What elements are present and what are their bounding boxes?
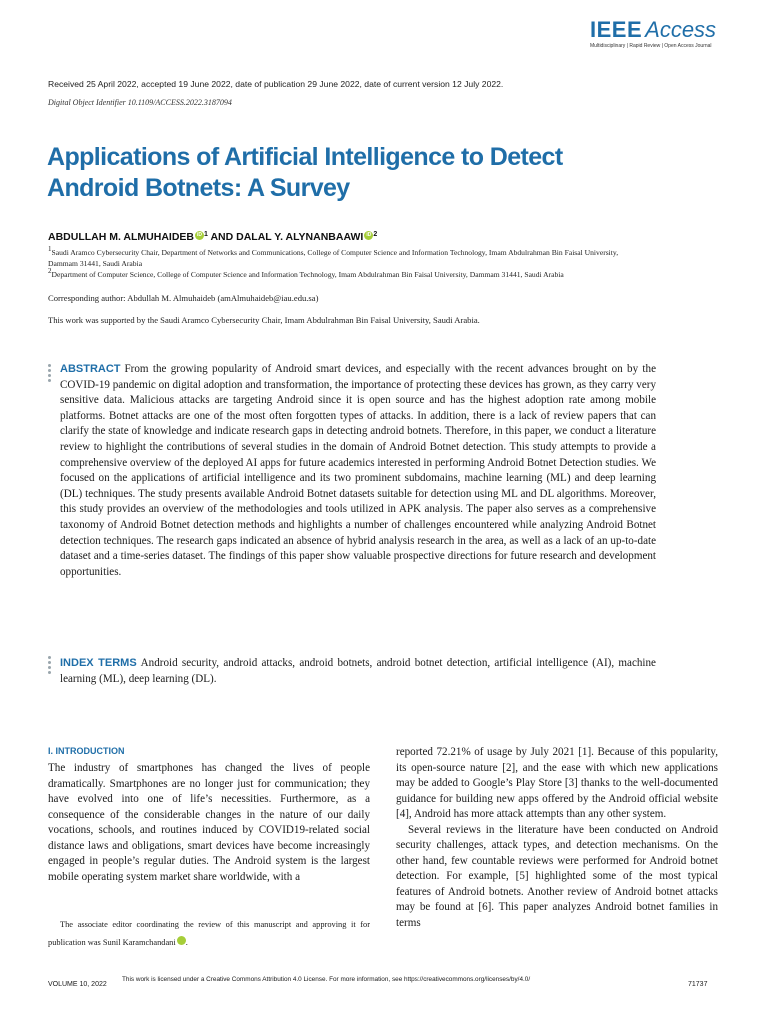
logo-access: Access bbox=[645, 17, 717, 42]
affiliation-2-number: 2 bbox=[48, 267, 52, 275]
index-terms bbox=[60, 656, 656, 687]
orcid-icon[interactable]: iD bbox=[197, 232, 203, 238]
index-terms-text: Android security, android attacks, android botnets, android botnet detection, artificial intelligence (AI), machine learning (ML), deep learning (DL). bbox=[60, 657, 656, 685]
index-terms-label: INDEX TERMS bbox=[60, 657, 137, 669]
footnote-period: . bbox=[185, 938, 188, 947]
abstract-text: From the growing popularity of Android smart devices, and especially with the recent advances brought on by the COVID-19 pandemic on digital adoption and transformation, the importance of protecting these devices has grown, as they carry very sensitive data. Malicious attacks are targeting Android since it is open source and has the highest adoption rate among mobile platforms. Botnet attacks are one of the most often forgotten types of attacks. In addition, there is a lack of review papers that can clarify the state of knowledge and indicate research gaps in detecting android botnets. Therefore, in this paper, we conduct a literature review to highlight the contributions of several studies in the domain of Android Botnet detection. This study attempts to provide a comprehensive overview of the deployed AI apps for future academics interested in performing Android Botnet Detection studies. We focused on the applications of artificial intelligence and its two prominent subdomains, machine learning (ML) and deep learning (DL) techniques. The study presents available Android Botnet datasets suitable for detection using ML and DL algorithms. Moreover, this study provides an overview of the methodologies and tools utilized in APK analysis. The paper also serves as a comprehensive taxonomy of Android Botnet detection methods and highlights a number of challenges encountered while analyzing Android Botnet detection techniques. The research gaps indicated an absence of hybrid analysis research in the area, as well as a lack of an up-to-date dataset and a time-series dataset. The findings of this paper show valuable prospective directions for future research and development opportunities. bbox=[60, 363, 656, 578]
affiliation-1-number: 1 bbox=[48, 245, 52, 253]
doi[interactable]: Digital Object Identifier 10.1109/ACCESS.2022.3187094 bbox=[48, 98, 232, 107]
intro-column-1: The industry of smartphones has changed the lives of people dramatically. Smartphones are no longer just for communication; they have evolved into one of life’s necessities. Furthermore, as a consequence of the considerable changes in the nature of our daily vocations, schools, and routines induced by COVID19-related social distance laws and obligations, smart devices have become increasingly engaged in people’s regular duties. The Android system is the largest mobile operating system market share worldwide, with a bbox=[48, 762, 370, 883]
paragraph: reported 72.21% of usage by July 2021 [1]. Because of this popularity, its open-source nature [2], and the ease with which new applications may be added to Google’s Play Store [3] thanks to the well-documented guidance for building new apps offered by the Android official website [4], Android has more attack attempts than any other system. bbox=[396, 746, 718, 820]
author-list bbox=[48, 231, 377, 243]
journal-logo bbox=[590, 18, 740, 49]
affiliation-1-text: Saudi Aramco Cybersecurity Chair, Department of Networks and Communications, College of Computer Science and Information Technology, Imam Abdulrahman Bin Faisal University, Dammam 31441, Saudi Arabia bbox=[48, 248, 619, 268]
index-terms-dots-icon bbox=[48, 656, 52, 676]
affiliation-2-text: Department of Computer Science, College of Computer Science and Information Technology, Imam Abdulrahman Bin Faisal University, Dammam 31441, Saudi Arabia bbox=[51, 270, 564, 279]
title-line-2: Android Botnets: A Survey bbox=[47, 174, 350, 202]
page-number: 71737 bbox=[688, 981, 708, 988]
volume-info: VOLUME 10, 2022 bbox=[48, 981, 107, 988]
received-dates: Received 25 April 2022, accepted 19 June 2022, date of publication 29 June 2022, date of current version 12 July 2022. bbox=[48, 79, 504, 89]
paragraph: Several reviews in the literature have been conducted on Android security challenges, attack types, and detection mechanisms. On the other hand, few countable reviews were performed for Android botnet detection. For example, [5] highlighted some of the most typical features of Android botnets. Another review of Android botnet attacks may be found at [6]. This paper analyzes Android botnet families in terms bbox=[396, 823, 718, 929]
logo-tagline: Multidisciplinary | Rapid Review | Open Access Journal bbox=[590, 43, 712, 49]
logo-ieee: IEEE bbox=[590, 17, 643, 42]
affiliation-2 bbox=[48, 266, 628, 281]
title-line-1: Applications of Artificial Intelligence to Detect bbox=[47, 143, 563, 171]
editor-footnote bbox=[48, 916, 370, 952]
author-2: AND DALAL Y. ALYNANBAAWI bbox=[210, 231, 364, 243]
author-1: ABDULLAH M. ALMUHAIDEB bbox=[48, 231, 195, 243]
footnote-text: The associate editor coordinating the review of this manuscript and approving it for publication was Sunil Karamchandani bbox=[48, 920, 370, 947]
abstract-label: ABSTRACT bbox=[60, 363, 121, 375]
funding-note: This work was supported by the Saudi Aramco Cybersecurity Chair, Imam Abdulrahman Bin Faisal University, Saudi Arabia. bbox=[48, 315, 480, 325]
abstract bbox=[60, 362, 656, 580]
license-note[interactable]: This work is licensed under a Creative Commons Attribution 4.0 License. For more information, see https://creativecommons.org/licenses/by/4.0/ bbox=[122, 976, 531, 983]
author-1-affiliation: 1 bbox=[204, 231, 208, 238]
section-heading: I. INTRODUCTION bbox=[48, 746, 125, 756]
orcid-icon[interactable]: iD bbox=[177, 936, 186, 945]
paper-title bbox=[47, 142, 667, 204]
orcid-icon[interactable]: iD bbox=[366, 232, 372, 238]
corresponding-author: Corresponding author: Abdullah M. Almuhaideb (amAlmuhaideb@iau.edu.sa) bbox=[48, 293, 319, 303]
author-2-affiliation: 2 bbox=[373, 231, 378, 238]
abstract-dots-icon bbox=[48, 364, 52, 384]
intro-column-2 bbox=[396, 745, 718, 931]
